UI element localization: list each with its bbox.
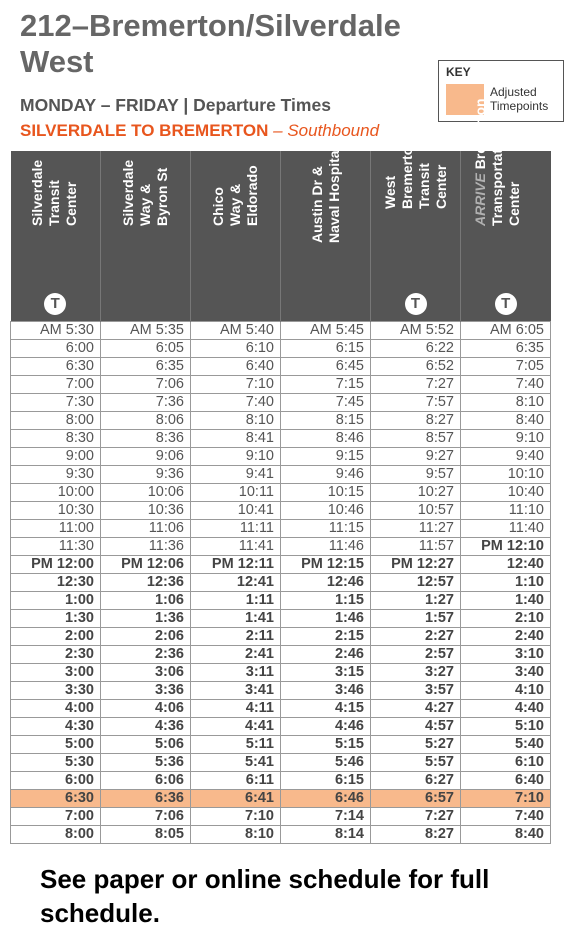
schedule-row [11, 394, 551, 412]
departure-time: 9:10 [191, 448, 281, 466]
departure-time: 12:36 [101, 574, 191, 592]
departure-time: 8:40 [461, 412, 551, 430]
stop-name-line: Chico [209, 187, 226, 226]
departure-time: 8:36 [101, 430, 191, 448]
departure-time: 7:40 [461, 376, 551, 394]
departure-time: 7:57 [371, 394, 461, 412]
departure-time: 9:36 [101, 466, 191, 484]
departure-time: 7:40 [461, 808, 551, 826]
departure-time: 7:15 [281, 376, 371, 394]
departure-time: 6:06 [101, 772, 191, 790]
departure-time: 6:30 [11, 358, 101, 376]
schedule-row [11, 664, 551, 682]
departure-time: PM 12:11 [191, 556, 281, 574]
departure-time: 7:36 [101, 394, 191, 412]
departure-time: 6:35 [461, 340, 551, 358]
departure-time: 9:27 [371, 448, 461, 466]
departure-time: 6:52 [371, 358, 461, 376]
departure-time: 5:00 [11, 736, 101, 754]
key-title: KEY [446, 65, 471, 79]
departure-time: 12:46 [281, 574, 371, 592]
departure-time: 1:00 [11, 592, 101, 610]
departure-time: 11:00 [11, 520, 101, 538]
departure-time: 2:11 [191, 628, 281, 646]
departure-time: 8:27 [371, 826, 461, 844]
departure-time: 6:10 [191, 340, 281, 358]
departure-time: 11:11 [191, 520, 281, 538]
departure-time: 6:45 [281, 358, 371, 376]
departure-time: 7:06 [101, 376, 191, 394]
departure-time: 12:40 [461, 556, 551, 574]
departure-time: 9:30 [11, 466, 101, 484]
departure-time: 6:36 [101, 790, 191, 808]
departure-time: 9:57 [371, 466, 461, 484]
departure-time: 10:46 [281, 502, 371, 520]
departure-time: 4:36 [101, 718, 191, 736]
departure-time: 2:30 [11, 646, 101, 664]
departure-time: 4:15 [281, 700, 371, 718]
schedule-row [11, 322, 551, 340]
schedule-row [11, 520, 551, 538]
departure-time: 6:05 [101, 340, 191, 358]
departure-time: 2:15 [281, 628, 371, 646]
schedule-row [11, 538, 551, 556]
departure-time: 3:11 [191, 664, 281, 682]
departure-time: 5:27 [371, 736, 461, 754]
departure-time: 11:27 [371, 520, 461, 538]
departure-time: 4:46 [281, 718, 371, 736]
departure-time: 2:06 [101, 628, 191, 646]
departure-time: PM 12:00 [11, 556, 101, 574]
departure-time: 10:36 [101, 502, 191, 520]
departure-time: AM 5:45 [281, 322, 371, 340]
departure-time: 8:14 [281, 826, 371, 844]
departure-time: 4:40 [461, 700, 551, 718]
stop-name-line: Eldorado [243, 165, 260, 226]
header-row [11, 151, 551, 322]
departure-time: 6:27 [371, 772, 461, 790]
departure-time: 8:57 [371, 430, 461, 448]
departure-time: 7:05 [461, 358, 551, 376]
departure-time: 5:40 [461, 736, 551, 754]
departure-time: 9:06 [101, 448, 191, 466]
departure-time: 10:40 [461, 484, 551, 502]
departure-time: 8:10 [191, 826, 281, 844]
stop-name-line: Transit [415, 163, 432, 209]
transit-center-icon: T [405, 293, 427, 315]
departure-time: 3:27 [371, 664, 461, 682]
departure-time: 10:27 [371, 484, 461, 502]
schedule-row [11, 574, 551, 592]
stop-name-line: Center [432, 164, 449, 209]
departure-time: 11:40 [461, 520, 551, 538]
schedule-row [11, 646, 551, 664]
direction-label: SILVERDALE TO BREMERTON [20, 121, 269, 140]
departure-time: 5:46 [281, 754, 371, 772]
column-header-5 [371, 138, 461, 322]
stop-name [29, 160, 80, 226]
departure-time: 3:30 [11, 682, 101, 700]
departure-time: AM 5:35 [101, 322, 191, 340]
direction-heading [20, 121, 379, 141]
departure-time: 11:41 [191, 538, 281, 556]
departure-time: 6:11 [191, 772, 281, 790]
departure-time: 7:00 [11, 376, 101, 394]
departure-time: 11:15 [281, 520, 371, 538]
departure-time: 9:46 [281, 466, 371, 484]
departure-time: 2:10 [461, 610, 551, 628]
departure-time: 8:30 [11, 430, 101, 448]
departure-time: 4:10 [461, 682, 551, 700]
departure-time: 7:10 [461, 790, 551, 808]
schedule-row [11, 340, 551, 358]
departure-time: AM 5:40 [191, 322, 281, 340]
departure-time: 3:06 [101, 664, 191, 682]
departure-time: 8:10 [461, 394, 551, 412]
departure-time: 6:00 [11, 340, 101, 358]
adjusted-label-line-2: Timepoints [490, 99, 549, 113]
column-header-1 [11, 151, 101, 322]
departure-time: 10:57 [371, 502, 461, 520]
stop-name-line: Austin Dr & [308, 166, 325, 243]
departure-time: 6:22 [371, 340, 461, 358]
departure-time: 10:15 [281, 484, 371, 502]
departure-time: PM 12:10 [461, 538, 551, 556]
schedule-row [11, 502, 551, 520]
departure-time: 8:00 [11, 412, 101, 430]
departure-time: 7:00 [11, 808, 101, 826]
departure-time: 3:41 [191, 682, 281, 700]
departure-time: 8:00 [11, 826, 101, 844]
departure-time: 2:36 [101, 646, 191, 664]
departure-time: 4:41 [191, 718, 281, 736]
arrive-label: ARRIVE [471, 173, 488, 226]
schedule-row [11, 358, 551, 376]
departure-time: PM 12:06 [101, 556, 191, 574]
schedule-body [11, 322, 551, 844]
departure-time: 6:41 [191, 790, 281, 808]
route-title: 212–Bremerton/Silverdale West [20, 8, 401, 79]
schedule-row [11, 448, 551, 466]
departure-time: 10:10 [461, 466, 551, 484]
departure-time: 7:27 [371, 808, 461, 826]
departure-time: 4:06 [101, 700, 191, 718]
departure-time: 3:00 [11, 664, 101, 682]
departure-time: 10:06 [101, 484, 191, 502]
departure-time: 3:46 [281, 682, 371, 700]
departure-time: 1:30 [11, 610, 101, 628]
departure-time: 2:41 [191, 646, 281, 664]
departure-time: 5:11 [191, 736, 281, 754]
departure-time: 7:14 [281, 808, 371, 826]
departure-time: 4:27 [371, 700, 461, 718]
departure-time: 9:10 [461, 430, 551, 448]
departure-time: 7:06 [101, 808, 191, 826]
stop-name [472, 98, 523, 226]
stop-name-line: Bremerton [398, 138, 415, 209]
departure-time: 8:06 [101, 412, 191, 430]
departure-time: 10:11 [191, 484, 281, 502]
stop-name [309, 147, 343, 243]
departure-time: 11:30 [11, 538, 101, 556]
stop-name-line: Transportation [488, 127, 505, 226]
departure-time: 3:40 [461, 664, 551, 682]
departure-time: 10:41 [191, 502, 281, 520]
departure-time: PM 12:27 [371, 556, 461, 574]
stop-name-line: West [381, 175, 398, 209]
departure-time: 7:27 [371, 376, 461, 394]
schedule-row [11, 466, 551, 484]
schedule-row [11, 754, 551, 772]
schedule-row [11, 556, 551, 574]
departure-time: 5:06 [101, 736, 191, 754]
footer-note: See paper or online schedule for full schedule. [40, 864, 490, 928]
departure-time: 11:36 [101, 538, 191, 556]
departure-time: 5:30 [11, 754, 101, 772]
departure-time: 4:30 [11, 718, 101, 736]
schedule-row [11, 610, 551, 628]
adjusted-label-line-1: Adjusted [490, 85, 537, 99]
departure-time: 1:11 [191, 592, 281, 610]
departure-time: 8:27 [371, 412, 461, 430]
departure-time: 9:00 [11, 448, 101, 466]
departure-time: 11:10 [461, 502, 551, 520]
column-header-2 [101, 151, 191, 322]
schedule-row [11, 682, 551, 700]
departure-time: AM 6:05 [461, 322, 551, 340]
departure-time: 8:40 [461, 826, 551, 844]
schedule-row [11, 412, 551, 430]
schedule-row [11, 376, 551, 394]
stop-name-line: Way & [226, 183, 243, 226]
departure-time: 6:00 [11, 772, 101, 790]
departure-time: 5:36 [101, 754, 191, 772]
departure-time: 8:41 [191, 430, 281, 448]
schedule-row [11, 430, 551, 448]
departure-time: 5:15 [281, 736, 371, 754]
schedule-row [11, 790, 551, 808]
departure-time: 9:15 [281, 448, 371, 466]
stop-name-line: Way & [136, 183, 153, 226]
departure-time: 6:10 [461, 754, 551, 772]
departure-time: 5:57 [371, 754, 461, 772]
service-days: MONDAY – FRIDAY | Departure Times [20, 95, 331, 115]
departure-time: 1:40 [461, 592, 551, 610]
departure-time: 6:15 [281, 340, 371, 358]
stop-name [382, 138, 450, 209]
direction-sublabel: – Southbound [268, 121, 380, 140]
stop-name-line: Bremerton [471, 98, 488, 174]
departure-time: 11:57 [371, 538, 461, 556]
departure-time: PM 12:15 [281, 556, 371, 574]
departure-time: 6:46 [281, 790, 371, 808]
stop-name-line: Naval Hospital [325, 146, 342, 243]
departure-time: 5:10 [461, 718, 551, 736]
transit-center-icon: T [44, 293, 66, 315]
departure-time: 1:46 [281, 610, 371, 628]
transit-center-icon: T [495, 293, 517, 315]
departure-time: 6:30 [11, 790, 101, 808]
departure-time: 1:27 [371, 592, 461, 610]
departure-time: 3:57 [371, 682, 461, 700]
departure-time: 2:00 [11, 628, 101, 646]
departure-time: 12:57 [371, 574, 461, 592]
stop-name-line: Center [63, 181, 80, 226]
departure-time: 1:36 [101, 610, 191, 628]
departure-time: 4:00 [11, 700, 101, 718]
departure-time: 9:41 [191, 466, 281, 484]
departure-time: 8:15 [281, 412, 371, 430]
departure-time: 9:40 [461, 448, 551, 466]
departure-time: 6:15 [281, 772, 371, 790]
departure-time: 7:30 [11, 394, 101, 412]
schedule-row [11, 592, 551, 610]
departure-time: 1:15 [281, 592, 371, 610]
stop-name [120, 160, 171, 226]
column-header-3 [191, 151, 281, 322]
departure-time: 8:05 [101, 826, 191, 844]
departure-time: 1:41 [191, 610, 281, 628]
departure-time: 1:06 [101, 592, 191, 610]
stop-name [210, 165, 261, 226]
schedule-row [11, 628, 551, 646]
departure-time: 10:00 [11, 484, 101, 502]
schedule-row [11, 718, 551, 736]
stop-name-line: Silverdale [119, 159, 136, 226]
departure-time: 2:40 [461, 628, 551, 646]
departure-time: 6:57 [371, 790, 461, 808]
departure-time: 4:57 [371, 718, 461, 736]
schedule-row [11, 700, 551, 718]
schedule-row [11, 808, 551, 826]
departure-time: AM 5:52 [371, 322, 461, 340]
departure-time: 6:35 [101, 358, 191, 376]
schedule-row [11, 484, 551, 502]
departure-time: 11:46 [281, 538, 371, 556]
departure-time: 3:15 [281, 664, 371, 682]
departure-time: 7:40 [191, 394, 281, 412]
departure-time: 8:10 [191, 412, 281, 430]
departure-time: 2:46 [281, 646, 371, 664]
departure-time: 5:41 [191, 754, 281, 772]
departure-time: 7:45 [281, 394, 371, 412]
departure-time: 6:40 [461, 772, 551, 790]
stop-name-line: Byron St [153, 167, 170, 226]
stop-name-line: Center [505, 181, 522, 226]
departure-time: 11:06 [101, 520, 191, 538]
departure-time: 3:10 [461, 646, 551, 664]
departure-time: 1:57 [371, 610, 461, 628]
departure-time: 4:11 [191, 700, 281, 718]
schedule-row [11, 736, 551, 754]
stop-name-line: Transit [46, 180, 63, 226]
departure-time: 2:27 [371, 628, 461, 646]
departure-time: 12:30 [11, 574, 101, 592]
departure-time: 10:30 [11, 502, 101, 520]
departure-time: 6:40 [191, 358, 281, 376]
stop-name-line: Silverdale [29, 159, 46, 226]
departure-time: 7:10 [191, 808, 281, 826]
schedule-row [11, 772, 551, 790]
schedule-row [11, 826, 551, 844]
departure-time: AM 5:30 [11, 322, 101, 340]
departure-time: 3:36 [101, 682, 191, 700]
departure-time: 2:57 [371, 646, 461, 664]
departure-time: 12:41 [191, 574, 281, 592]
departure-time: 8:46 [281, 430, 371, 448]
departure-time: 1:10 [461, 574, 551, 592]
departure-time: 7:10 [191, 376, 281, 394]
column-header-4 [281, 146, 371, 322]
